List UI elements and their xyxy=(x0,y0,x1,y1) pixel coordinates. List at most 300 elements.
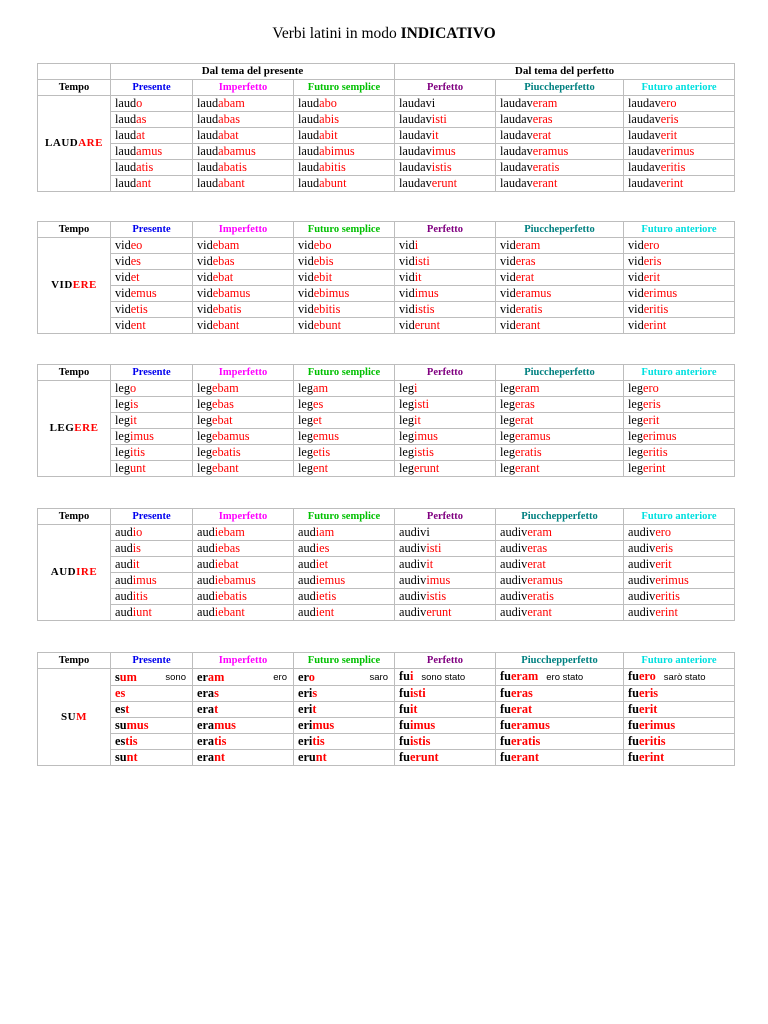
form-ending: ebatis xyxy=(212,302,242,316)
form-ending: erimus xyxy=(643,286,678,300)
form-stem: aud xyxy=(197,525,215,539)
form-stem: leg xyxy=(399,397,415,411)
form-stem: fu xyxy=(399,718,410,732)
form-stem: vid xyxy=(115,286,131,300)
conjugation-cell xyxy=(624,176,735,192)
conjugation-cell xyxy=(111,176,193,192)
form-ending: nt xyxy=(126,750,138,764)
form-ending: it xyxy=(426,557,434,571)
form-stem: aud xyxy=(298,573,316,587)
form-ending: erat xyxy=(510,702,533,716)
verb-ending: ARE xyxy=(78,137,103,149)
verb-ending: IRE xyxy=(76,566,98,578)
form-stem: leg xyxy=(197,381,213,395)
form-stem: vid xyxy=(298,254,314,268)
form-stem: fu xyxy=(399,734,410,748)
conjugation-cell xyxy=(111,270,193,286)
form-stem: leg xyxy=(500,397,516,411)
form-stem: vid xyxy=(298,318,314,332)
form-stem: laudav xyxy=(628,112,661,126)
form-ending: emus xyxy=(313,429,339,443)
table-row xyxy=(38,589,735,605)
conjugation-cell xyxy=(624,669,735,686)
conjugation-cell xyxy=(395,144,496,160)
form-ending: itis xyxy=(132,589,148,603)
conjugation-cell xyxy=(294,669,395,686)
conjugation-cell xyxy=(496,573,624,589)
conjugation-cell xyxy=(294,573,395,589)
form-ending: erunt xyxy=(426,605,452,619)
form-stem: laudav xyxy=(628,96,661,110)
conjugation-cell xyxy=(111,286,193,302)
conjugation-cell xyxy=(496,254,624,270)
header-row xyxy=(38,653,735,669)
conjugation-cell xyxy=(193,573,294,589)
conjugation-cell xyxy=(395,461,496,477)
form-ending: am xyxy=(313,381,329,395)
form-ending: ies xyxy=(315,541,330,555)
header-label-3: Futuro semplice xyxy=(307,511,381,522)
form-stem: vid xyxy=(197,318,213,332)
conjugation-cell xyxy=(395,318,496,334)
form-stem: vid xyxy=(628,302,644,316)
form-ending: erant xyxy=(515,461,540,475)
form-stem: su xyxy=(115,750,127,764)
form-ending: abo xyxy=(319,96,337,110)
form-stem: fu xyxy=(500,750,511,764)
form-ending: erimus xyxy=(655,573,689,587)
form-stem: aud xyxy=(197,573,215,587)
conjugation-cell xyxy=(496,302,624,318)
form-ending: eris xyxy=(638,686,659,700)
form-stem: era xyxy=(197,718,215,732)
form-ending: erint xyxy=(660,176,684,190)
form-ending: eratis xyxy=(527,589,554,603)
conjugation-cell xyxy=(496,144,624,160)
header-label-1: Presente xyxy=(132,367,171,378)
header-cell xyxy=(38,365,111,381)
table-row xyxy=(38,128,735,144)
form-stem: fu xyxy=(500,702,511,716)
form-stem: laudav xyxy=(399,176,432,190)
conjugation-cell xyxy=(496,176,624,192)
form-ending: is xyxy=(132,541,141,555)
form-ending: eritis xyxy=(643,445,668,459)
form-ending: amus xyxy=(136,144,163,158)
form-ending: eratis xyxy=(532,160,560,174)
conjugation-cell xyxy=(496,397,624,413)
form-stem: aud xyxy=(115,605,133,619)
form-ending: iebant xyxy=(214,605,245,619)
form-ending: erint xyxy=(643,461,666,475)
conjugation-cell xyxy=(111,750,193,766)
verb-name-cell xyxy=(38,669,111,766)
verb-stem: SU xyxy=(61,710,77,723)
form-ending: isti xyxy=(409,686,426,700)
form-ending: ero xyxy=(660,96,677,110)
conjugation-cell xyxy=(496,318,624,334)
conjugation-cell xyxy=(395,541,496,557)
form-ending: abitis xyxy=(319,160,346,174)
form-ending: abant xyxy=(218,176,245,190)
form-ending: iemus xyxy=(315,573,346,587)
header-cell xyxy=(624,509,735,525)
form-ending: erat xyxy=(515,413,534,427)
conjugation-cell xyxy=(193,429,294,445)
form-stem: vid xyxy=(399,270,415,284)
verb-name-cell xyxy=(38,381,111,477)
form-ending: erunt xyxy=(431,176,458,190)
conjugation-cell xyxy=(496,238,624,254)
table-row xyxy=(38,286,735,302)
conjugation-cell xyxy=(624,541,735,557)
form-stem: fu xyxy=(628,669,639,683)
conjugation-cell xyxy=(496,734,624,750)
form-stem: laud xyxy=(298,144,320,158)
form-ending: itis xyxy=(130,445,146,459)
form-stem: leg xyxy=(197,429,213,443)
form-ending: t xyxy=(214,702,219,716)
header-label-0: Tempo xyxy=(58,511,90,522)
form-stem: era xyxy=(197,734,215,748)
form-stem: laud xyxy=(197,176,219,190)
conjugation-cell xyxy=(294,750,395,766)
form-ending: ero xyxy=(655,525,672,539)
header-label-4: Perfetto xyxy=(426,511,464,522)
conjugation-cell xyxy=(111,589,193,605)
form-ending: s xyxy=(214,686,219,700)
conjugation-cell xyxy=(111,238,193,254)
form-ending: eritis xyxy=(655,589,680,603)
form-stem: aud xyxy=(115,541,133,555)
header-cell xyxy=(111,653,193,669)
header-label-1: Presente xyxy=(132,224,171,235)
form-ending: erat xyxy=(515,270,535,284)
conjugation-cell xyxy=(111,397,193,413)
form-stem: laud xyxy=(115,96,137,110)
conjugation-cell xyxy=(624,128,735,144)
form-ending: erant xyxy=(515,318,541,332)
conjugation-cell xyxy=(111,112,193,128)
form-ending: ero xyxy=(643,238,660,252)
form-stem: leg xyxy=(298,445,314,459)
form-stem: era xyxy=(197,686,215,700)
form-stem: leg xyxy=(298,429,314,443)
form-ending: ebas xyxy=(212,254,235,268)
header-label-0: Tempo xyxy=(58,82,90,93)
form-stem: vid xyxy=(197,270,213,284)
form-ending: eras xyxy=(532,112,553,126)
form-ending: eram xyxy=(527,525,552,539)
conjugation-cell xyxy=(496,112,624,128)
conjugation-cell xyxy=(624,144,735,160)
form-stem: fu xyxy=(500,669,511,683)
form-stem: aud xyxy=(115,525,133,539)
form-stem: audiv xyxy=(500,541,528,555)
header-cell xyxy=(624,222,735,238)
table-row xyxy=(38,302,735,318)
conjugation-cell xyxy=(624,381,735,397)
form-stem: audiv xyxy=(399,541,427,555)
header-label-3: Futuro semplice xyxy=(307,82,381,93)
form-stem: laudav xyxy=(628,144,661,158)
form-stem: vid xyxy=(628,286,644,300)
conjugation-cell xyxy=(193,160,294,176)
header-label-2: Imperfetto xyxy=(218,224,268,235)
form-ending: eramus xyxy=(527,573,563,587)
form-ending: imus xyxy=(426,573,451,587)
form-stem: vid xyxy=(115,318,131,332)
header-cell xyxy=(193,365,294,381)
form-stem: fu xyxy=(399,686,410,700)
header-cell xyxy=(294,509,395,525)
form-stem: aud xyxy=(298,525,316,539)
form-ending: erant xyxy=(527,605,552,619)
conjugation-cell xyxy=(395,557,496,573)
form-stem: audiv xyxy=(399,557,427,571)
conjugation-cell xyxy=(111,413,193,429)
form-stem: leg xyxy=(399,445,415,459)
conjugation-cell xyxy=(395,734,496,750)
header-cell xyxy=(395,80,496,96)
verb-name-cell xyxy=(38,96,111,192)
form-stem: vid xyxy=(500,238,516,252)
table-row xyxy=(38,112,735,128)
form-ending: eras xyxy=(527,541,548,555)
form-stem: aud xyxy=(298,605,316,619)
form-stem: laud xyxy=(197,96,219,110)
header-label-5: Piuccheperfetto xyxy=(524,224,595,235)
conjugation-cell xyxy=(624,238,735,254)
form-ending: erunt xyxy=(414,461,440,475)
conjugation-cell xyxy=(395,96,496,112)
conjugation-cell xyxy=(193,589,294,605)
form-ending: eras xyxy=(510,686,533,700)
conjugation-cell xyxy=(294,318,395,334)
conjugation-cell xyxy=(624,397,735,413)
conjugation-cell xyxy=(111,702,193,718)
form-stem: eri xyxy=(298,718,313,732)
translation-note: sono stato xyxy=(421,672,466,683)
form-stem: vid xyxy=(298,302,314,316)
form-ending: io xyxy=(132,525,143,539)
form-stem: vid xyxy=(298,286,314,300)
conjugation-cell xyxy=(395,381,496,397)
conjugation-cell xyxy=(111,254,193,270)
conjugation-cell xyxy=(496,557,624,573)
form-stem: laud xyxy=(115,176,137,190)
header-cell xyxy=(496,365,624,381)
conjugation-cell xyxy=(294,589,395,605)
conjugation-cell xyxy=(193,541,294,557)
translation-note: ero stato xyxy=(546,672,584,683)
conjugation-cell xyxy=(193,397,294,413)
conjugation-cell xyxy=(496,96,624,112)
form-ending: at xyxy=(136,128,146,142)
header-row xyxy=(38,222,735,238)
form-stem: laudav xyxy=(399,144,432,158)
conjugation-cell xyxy=(395,128,496,144)
form-ending: erint xyxy=(643,318,667,332)
conjugation-cell xyxy=(624,112,735,128)
form-stem: laud xyxy=(298,112,320,126)
conjugation-cell xyxy=(624,702,735,718)
conjugation-cell xyxy=(294,445,395,461)
conjugation-cell xyxy=(193,302,294,318)
verb-stem: LAUD xyxy=(45,137,79,149)
form-ending: abam xyxy=(218,96,245,110)
form-ending: eratis xyxy=(510,734,541,748)
form-ending: it xyxy=(130,413,137,427)
form-stem: fu xyxy=(399,750,410,764)
header-cell xyxy=(496,653,624,669)
form-ending: ant xyxy=(136,176,152,190)
form-ending: isti xyxy=(426,541,442,555)
form-stem: aud xyxy=(197,541,215,555)
form-ending: eratis xyxy=(515,302,543,316)
table-row xyxy=(38,525,735,541)
conjugation-cell xyxy=(193,96,294,112)
title-strong: INDICATIVO xyxy=(400,25,496,42)
verb-stem: LEG xyxy=(49,422,75,434)
form-ending: ebam xyxy=(212,381,239,395)
conjugation-cell xyxy=(193,718,294,734)
table-row xyxy=(38,254,735,270)
conjugation-cell xyxy=(496,429,624,445)
conjugation-cell xyxy=(193,238,294,254)
form-ending: abamus xyxy=(218,144,256,158)
form-stem: aud xyxy=(197,605,215,619)
conjugation-cell xyxy=(294,270,395,286)
form-stem: leg xyxy=(115,397,131,411)
form-stem: leg xyxy=(298,381,314,395)
conjugation-cell xyxy=(496,718,624,734)
conjugation-cell xyxy=(395,270,496,286)
verb-name-cell xyxy=(38,238,111,334)
form-ending: ient xyxy=(315,605,335,619)
header-label-0: Tempo xyxy=(58,655,90,666)
form-ending: ebimus xyxy=(313,286,350,300)
form-stem: leg xyxy=(197,413,213,427)
conjugation-cell xyxy=(193,381,294,397)
form-stem: es xyxy=(115,702,126,716)
conjugation-cell xyxy=(193,702,294,718)
header-label-1: Presente xyxy=(132,82,171,93)
form-stem: laudav xyxy=(628,160,661,174)
form-stem: laudav xyxy=(500,144,533,158)
form-ending: nt xyxy=(315,750,327,764)
conjugation-cell xyxy=(111,605,193,621)
form-ending: iebamus xyxy=(214,573,256,587)
header-label-4: Perfetto xyxy=(426,82,464,93)
group-header-perfetto xyxy=(395,64,735,80)
form-stem: laudav xyxy=(500,112,533,126)
table-row xyxy=(38,445,735,461)
form-stem: fu xyxy=(399,702,410,716)
conjugation-cell xyxy=(624,286,735,302)
header-cell xyxy=(193,222,294,238)
form-stem: leg xyxy=(298,461,314,475)
form-ending: i xyxy=(409,669,414,683)
form-ending: es xyxy=(115,686,126,700)
conjugation-cell xyxy=(624,573,735,589)
form-stem: vid xyxy=(115,270,131,284)
form-ending: et xyxy=(313,413,322,427)
form-ending: eritis xyxy=(660,160,686,174)
form-stem: audiv xyxy=(500,589,528,603)
form-stem: vid xyxy=(197,302,213,316)
conjugation-cell xyxy=(294,702,395,718)
form-stem: laud xyxy=(197,144,219,158)
form-ending: eramus xyxy=(532,144,569,158)
conjugation-cell xyxy=(111,302,193,318)
header-cell xyxy=(38,80,111,96)
form-ending: isti xyxy=(414,397,430,411)
conjugation-cell xyxy=(496,541,624,557)
form-ending: eramus xyxy=(515,286,552,300)
verb-ending: ERE xyxy=(72,279,97,291)
form-ending: es xyxy=(130,254,141,268)
form-ending: eram xyxy=(515,381,540,395)
form-stem: leg xyxy=(628,429,644,443)
header-label-3: Futuro semplice xyxy=(307,367,381,378)
conjugation-cell xyxy=(395,669,496,686)
form-ending: it xyxy=(132,557,140,571)
form-stem: vid xyxy=(500,318,516,332)
form-ending: erit xyxy=(660,128,678,142)
form-stem: laud xyxy=(197,160,219,174)
form-ending: ero xyxy=(643,381,659,395)
form-ending: erit xyxy=(655,557,672,571)
form-ending: eramus xyxy=(510,718,550,732)
conjugation-cell xyxy=(395,605,496,621)
form-stem: laud xyxy=(115,128,137,142)
form-stem: laudav xyxy=(399,160,432,174)
header-label-2: Imperfetto xyxy=(218,655,268,666)
conjugation-cell xyxy=(395,445,496,461)
form-ending: ent xyxy=(130,318,146,332)
form-stem: vid xyxy=(298,270,314,284)
header-label-5: Piucchepperfetto xyxy=(521,511,598,522)
conjugation-cell xyxy=(193,686,294,702)
header-label-1: Presente xyxy=(132,511,171,522)
conjugation-cell xyxy=(193,128,294,144)
table-row xyxy=(38,381,735,397)
conjugation-cell xyxy=(624,429,735,445)
form-stem: leg xyxy=(628,381,644,395)
header-label-6: Futuro anteriore xyxy=(641,655,717,666)
form-ending: ebat xyxy=(212,413,233,427)
form-stem: vid xyxy=(115,254,131,268)
conjugation-cell xyxy=(496,128,624,144)
header-label-3: Futuro semplice xyxy=(307,655,381,666)
form-ending: ietis xyxy=(315,589,337,603)
conjugation-cell xyxy=(193,112,294,128)
form-ending: eramus xyxy=(515,429,551,443)
conjugation-table-legere xyxy=(37,364,735,477)
form-ending: erunt xyxy=(409,750,439,764)
form-ending: ebat xyxy=(212,270,234,284)
form-stem: leg xyxy=(500,381,516,395)
form-stem: leg xyxy=(298,413,314,427)
form-ending: isti xyxy=(431,112,447,126)
form-stem: laud xyxy=(298,160,320,174)
form-stem: audiv xyxy=(628,573,656,587)
conjugation-cell xyxy=(624,96,735,112)
form-ending: imus xyxy=(414,429,438,443)
form-stem: vid xyxy=(500,286,516,300)
conjugation-cell xyxy=(496,381,624,397)
